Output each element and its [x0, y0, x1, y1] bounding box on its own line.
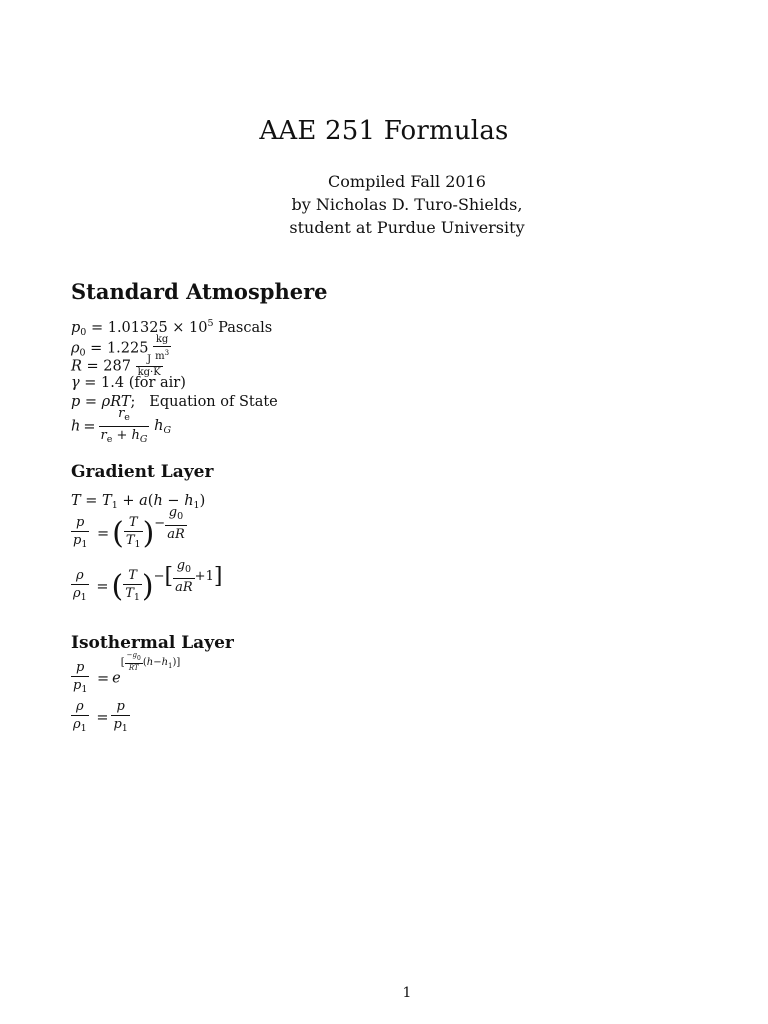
page-title: AAE 251 Formulas: [259, 116, 509, 146]
gas-constant-unit: $\frac{J}{kg\cdot K}$: [137, 354, 161, 378]
section-heading-standard-atmosphere: Standard Atmosphere: [71, 279, 328, 304]
affiliation-line: student at Purdue University: [289, 218, 525, 237]
formula-density-ratio-gradient: $\frac{\rho}{\rho_1}$ = ( $\frac{T}{T_1}$ )−[ $\frac{g_0}{aR}$ +1]: [73, 558, 223, 604]
formula-pressure-ratio-gradient: $\frac{p}{p_1}$ = ( $\frac{T}{T_1}$ )− $\frac{g_0}{aR}$: [73, 505, 185, 551]
rho0-unit: $\frac{kg}{m^3}$: [155, 334, 170, 362]
formula-temperature-gradient: $T = T_1 + a(h - h_1)$: [71, 493, 206, 511]
page-number: 1: [402, 985, 412, 1001]
formula-equation-of-state: p = ρRT; Equation of State: [71, 394, 278, 410]
author-line: by Nicholas D. Turo-Shields,: [291, 195, 523, 214]
p0-exponent: 5: [207, 318, 214, 329]
formula-rho0: $\rho_0 = 1.225$ $\frac{kg}{m^3}$: [71, 334, 170, 362]
formula-p0: $p_0 = 1.01325 \times 10^5$ Pascals: [71, 318, 273, 338]
formula-density-ratio-isothermal: $\frac{\rho}{\rho_1}$ = $\frac{p}{p_1}$: [73, 699, 128, 734]
p0-value: 1.01325 × 10: [107, 320, 208, 336]
rho0-value: 1.225: [106, 340, 149, 357]
gas-constant-value: 287: [103, 358, 131, 375]
gamma-value: 1.4 (for air): [101, 375, 186, 391]
section-heading-isothermal-layer: Isothermal Layer: [71, 633, 234, 653]
formula-gamma: γ = 1.4 (for air): [71, 375, 186, 391]
formula-geopotential-altitude: h = $\frac{r_e}{r_e + h_G}$ $h_G$: [71, 406, 172, 445]
equation-of-state-label: Equation of State: [149, 394, 278, 410]
formula-pressure-ratio-isothermal: $\frac{p}{p_1}$ = e[ −g0 RT (h−h1)]: [73, 651, 181, 695]
formula-gas-constant: R = 287 $\frac{J}{kg\cdot K}$: [71, 354, 161, 378]
section-heading-gradient-layer: Gradient Layer: [71, 462, 214, 482]
p0-unit: Pascals: [218, 320, 273, 336]
compiled-date: Compiled Fall 2016: [328, 172, 486, 191]
